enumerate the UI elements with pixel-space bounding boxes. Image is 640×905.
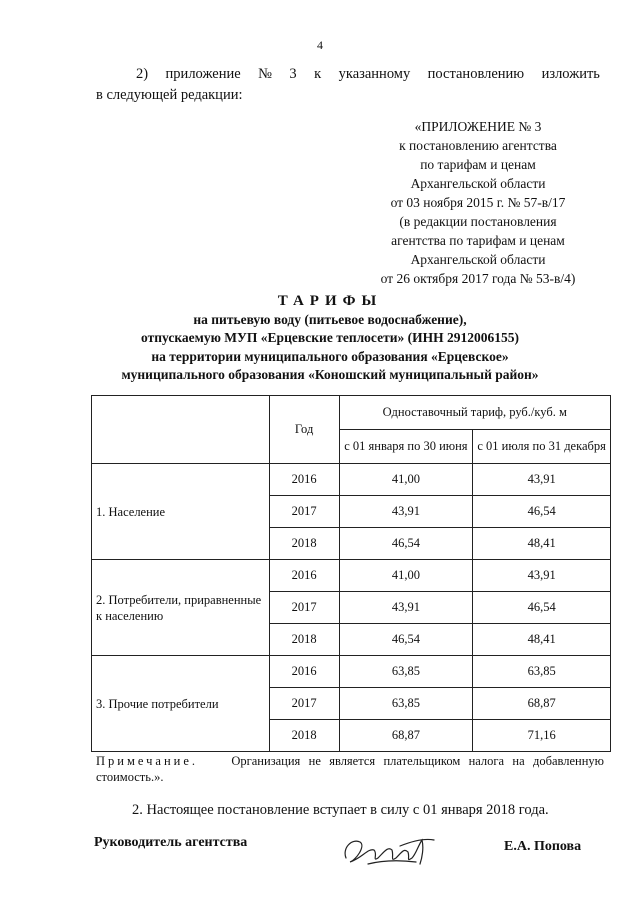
year-cell: 2016 [269,560,339,592]
tariff-cell: 63,85 [473,656,611,688]
tariff-cell: 43,91 [473,560,611,592]
title-line: муниципального образования «Коношский муниципальный район» [121,367,539,382]
intro-word: указанному [338,66,411,82]
year-cell: 2018 [269,624,339,656]
tariff-cell: 43,91 [339,496,473,528]
intro-word: к [314,66,322,82]
tariff-cell: 63,85 [339,688,473,720]
intro-line-2: в следующей редакции: [96,87,243,103]
tariff-cell: 41,00 [339,464,473,496]
category-cell: 2. Потребители, приравненные к населению [92,560,270,656]
tariff-cell: 68,87 [473,688,611,720]
title-line: на питьевую воду (питьевое водоснабжение), [193,311,467,327]
tariff-cell: 43,91 [473,464,611,496]
appendix-line: Архангельской области [410,176,546,191]
intro-word: 3 [289,66,297,82]
appendix-line: к постановлению агентства [399,138,557,153]
intro-word: постановлению [427,66,525,82]
header-tariff: Одноставочный тариф, руб./куб. м [339,396,610,430]
category-cell: 3. Прочие потребители [92,656,270,752]
tariff-table [91,395,611,752]
tariff-cell: 63,85 [339,656,473,688]
intro-word: приложение [165,66,241,82]
title-line: отпускаемую МУП «Ерцевские теплосети» (ИНН 2912006155) [141,330,519,345]
header-period-1: с 01 января по 30 июня [339,430,473,464]
header-year: Год [269,396,339,464]
tariff-cell: 46,54 [473,496,611,528]
appendix-header [360,117,596,288]
handwritten-signature [338,828,438,872]
note-text-block [96,753,604,785]
year-cell: 2018 [269,528,339,560]
appendix-line: по тарифам и ценам [420,157,536,172]
signatory-name: Е.А. Попова [504,839,582,854]
title-line: на территории муниципального образования «Ерцевское» [151,348,509,364]
year-cell: 2016 [269,656,339,688]
intro-word: 2) [136,66,149,82]
year-cell: 2018 [269,720,339,752]
appendix-line: от 26 октября 2017 года № 53-в/4) [380,271,576,286]
tariff-cell: 41,00 [339,560,473,592]
tariff-cell: 71,16 [473,720,611,752]
tariff-cell: 48,41 [473,624,611,656]
tariff-cell: 46,54 [473,592,611,624]
signatory-role: Руководитель агентства [94,835,248,850]
document-title [60,292,600,385]
intro-word: № [258,66,272,82]
tariff-cell: 46,54 [339,624,473,656]
note-text: Организация не является плательщиком налога на добавленную стоимость.». [96,754,605,784]
year-cell: 2017 [269,592,339,624]
intro-paragraph [96,64,600,106]
tariff-cell: 43,91 [339,592,473,624]
intro-word: изложить [541,66,600,82]
table-note [96,753,604,785]
page-number: 4 [317,38,323,52]
tariff-cell: 48,41 [473,528,611,560]
tariff-cell: 46,54 [339,528,473,560]
intro-line-1 [96,64,600,85]
note-label: Примечание. [96,754,199,768]
year-cell: 2017 [269,496,339,528]
header-period-2: с 01 июля по 31 декабря [473,430,611,464]
appendix-line: Архангельской области [410,252,546,267]
appendix-line: (в редакции постановления [399,214,557,229]
tariff-cell: 68,87 [339,720,473,752]
header-empty-cell [92,396,270,464]
category-cell: 1. Население [92,464,270,560]
title-main: ТАРИФЫ [277,293,383,309]
effective-date-paragraph: 2. Настоящее постановление вступает в силу с 01 января 2018 года. [132,802,549,818]
appendix-line: от 03 ноября 2015 г. № 57-в/17 [390,195,566,210]
appendix-line: агентства по тарифам и ценам [391,233,565,248]
year-cell: 2016 [269,464,339,496]
appendix-line: «ПРИЛОЖЕНИЕ № 3 [414,119,542,134]
year-cell: 2017 [269,688,339,720]
